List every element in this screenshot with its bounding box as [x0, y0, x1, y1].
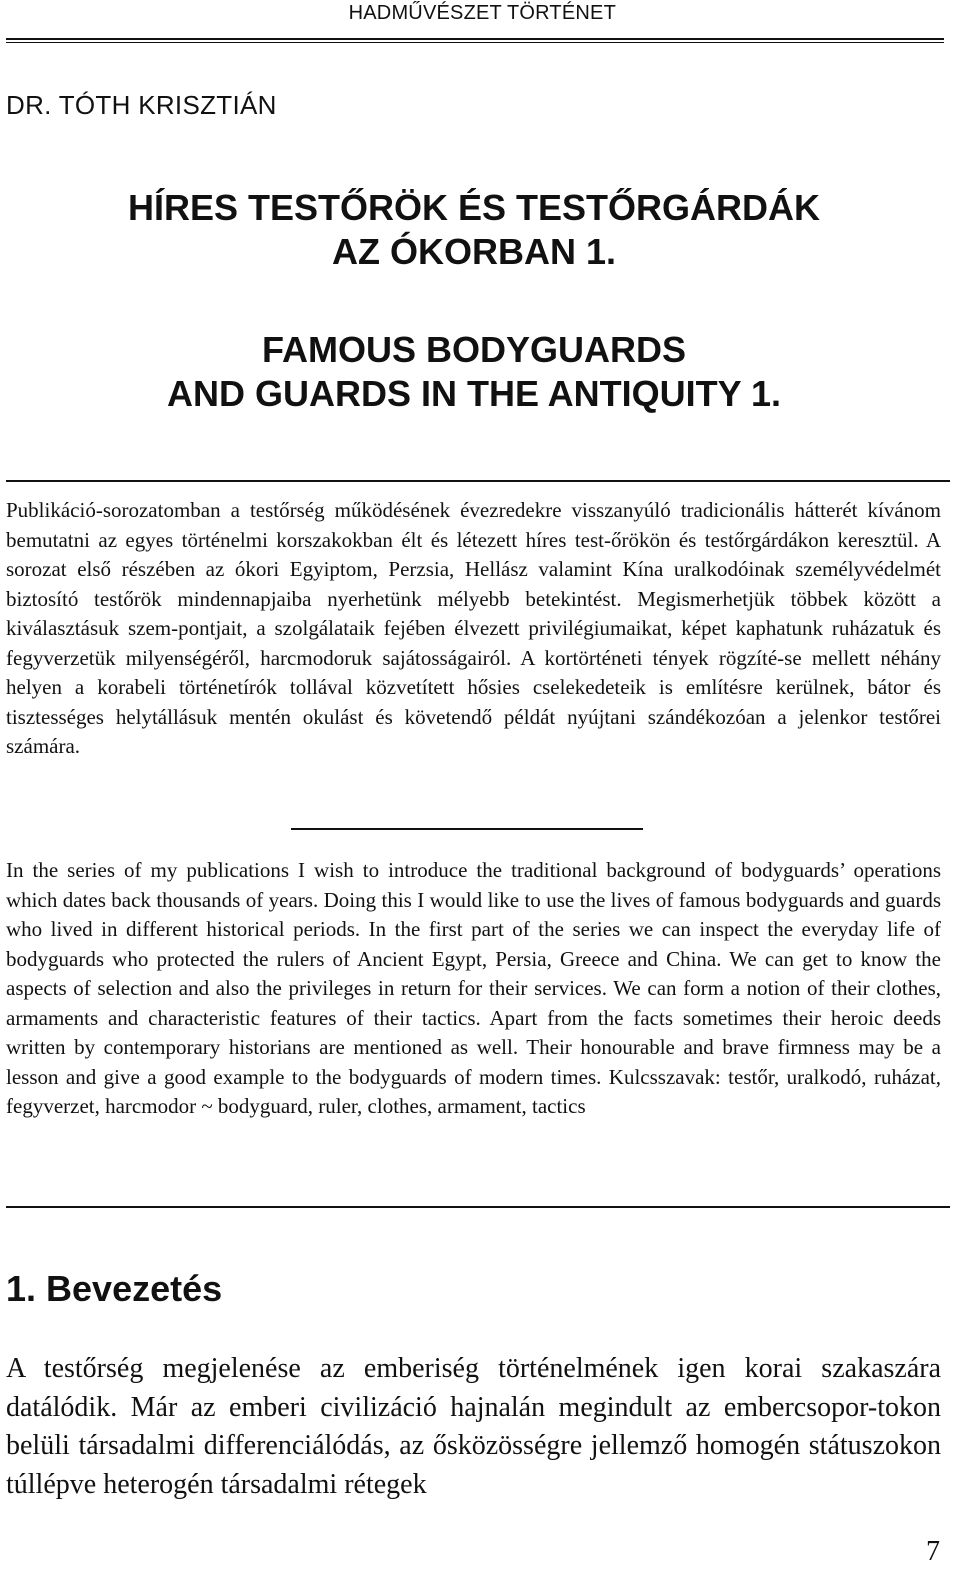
title-english-line-2: AND GUARDS IN THE ANTIQUITY 1. — [166, 373, 782, 414]
abstract-bottom-rule — [6, 1206, 950, 1208]
abstract-top-rule — [6, 480, 950, 482]
title-english-line-1: FAMOUS BODYGUARDS — [261, 329, 687, 370]
abstract-separator-rule — [291, 828, 643, 830]
page-number: 7 — [926, 1536, 940, 1567]
header-rule — [6, 38, 944, 43]
section-heading: 1. Bevezetés — [6, 1268, 223, 1309]
title-hungarian-line-2: AZ ÓKORBAN 1. — [331, 231, 616, 272]
section-body-text: A testőrség megjelenése az emberiség történelmének igen korai szakaszára datálódik. Már az emberi civilizáció hajnalán megindult az embercsopor-tokon belüli társadalmi differenciálódás, az ősközösségre jellemző homogén státuszokon túllépve heterogén társadalmi rétegek — [6, 1353, 941, 1500]
title-hungarian — [0, 186, 948, 274]
abstract-english: In the series of my publications I wish to introduce the traditional background of bodyguards’ operations which dates back thousands of years. Doing this I would like to use the lives of famous bodyguards and guards who lived in different historical periods. In the first part of the series we can inspect the everyday life of bodyguards who protected the rulers of Ancient Egypt, Persia, Greece and China. We can get to know the aspects of selection and also the privileges in return for their services. We can form a notion of their clothes, armaments and characteristic features of their tactics. Apart from the facts sometimes their heroic deeds written by contemporary historians are mentioned as well. Their honourable and brave firmness may be a lesson and give a good example to the bodyguards of modern times. Kulcsszavak: testőr, uralkodó, ruházat, fegyverzet, harcmodor ~ bodyguard, ruler, clothes, armament, tactics — [6, 858, 941, 1118]
abstract-hungarian: Publikáció-sorozatomban a testőrség működésének évezredekre visszanyúló tradicionális hátterét kívánom bemutatni az egyes történelmi korszakokban élt és létezett híres test-őrökön és testőrgárdákon keresztül. A sorozat első részében az ókori Egyiptom, Perzsia, Hellász valamint Kína uralkodóinak személyvédelmét biztosító testőrök mindennapjaiba nyerhetünk mélyebb betekintést. Megismerhetjük többek között a kiválasztásuk szem-pontjait, a szolgálataik fejében élvezett privilégiumaikat, képet kaphatunk ruházatuk és fegyverzetük milyenségéről, harcmodoruk sajátosságairól. A kortörténeti tények rögzíté-se mellett néhány helyen a korabeli történetírók tollával közvetített hősies cselekedeteik is említésre kerülnek, bátor és tisztességes helytállásuk mentén okulást és követendő példát nyújtani szándékozóan a jelenkor testőrei számára. — [6, 498, 941, 758]
author-name: DR. TÓTH KRISZTIÁN — [6, 90, 277, 120]
running-head: HADMŰVÉSZET TÖRTÉNET — [348, 2, 616, 24]
title-hungarian-line-1: HÍRES TESTŐRÖK ÉS TESTŐRGÁRDÁK — [127, 187, 821, 228]
title-english — [0, 328, 948, 416]
